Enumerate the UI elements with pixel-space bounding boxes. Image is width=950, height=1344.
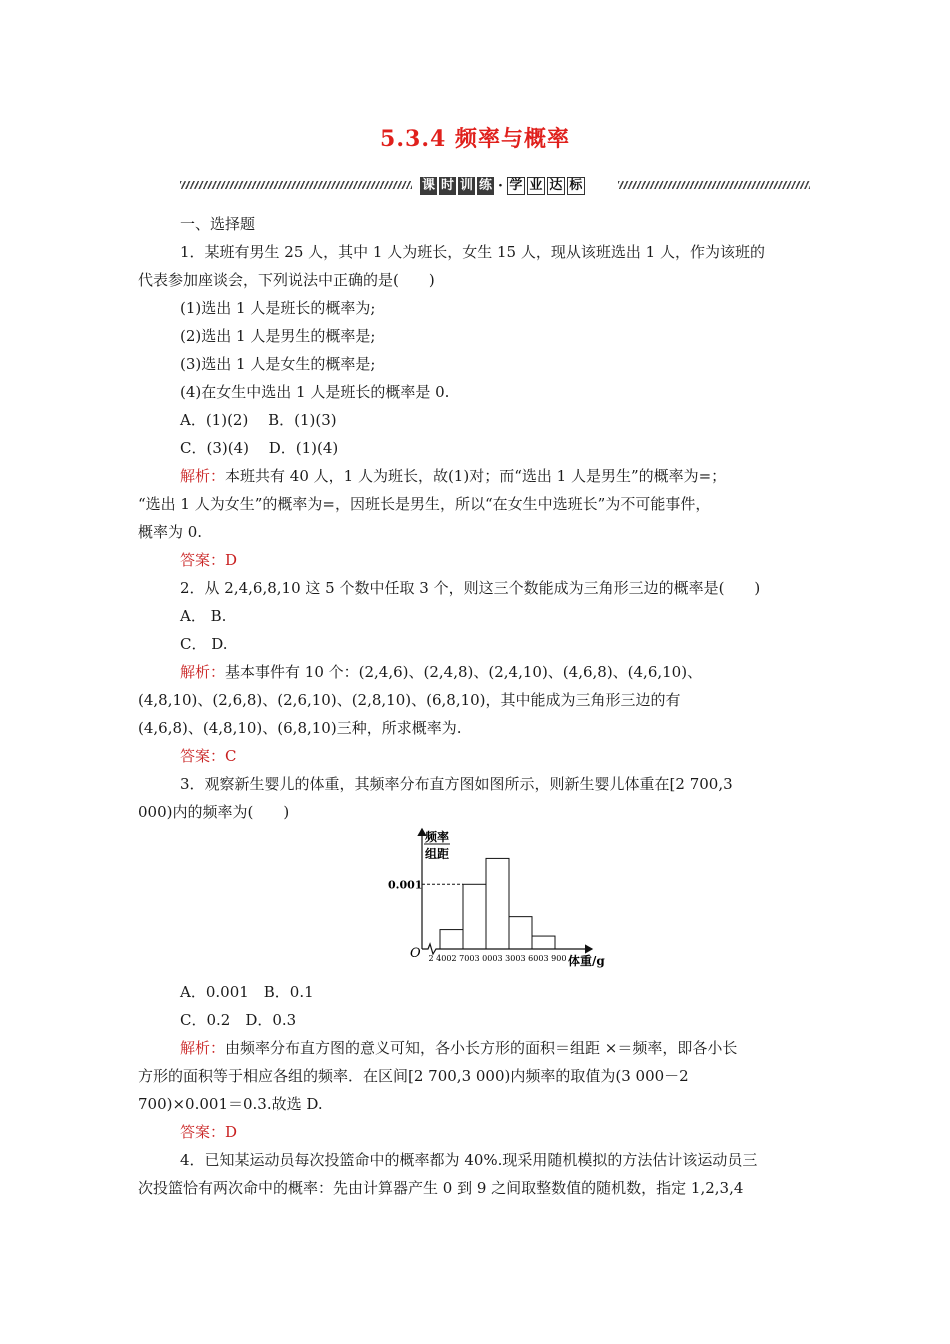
q2-options-ab: A． B. — [180, 607, 227, 625]
q1-options-cd: C．(3)(4) D．(1)(4) — [180, 439, 339, 457]
origin-label: O — [410, 946, 421, 961]
q3-answer: 答案：D — [180, 1123, 238, 1141]
ylabel-top: 频率 — [425, 830, 450, 844]
q1-answer: 答案：D — [180, 551, 238, 569]
banner-separator: · — [498, 178, 503, 194]
analysis-text: 基本事件有 10 个：(2,4,6)、(2,4,8)、(2,4,10)、(4,6,8)、(4,6,10)、 — [225, 663, 703, 681]
banner-char: 时 — [440, 178, 454, 193]
q1-analysis-line3: 概率为 0. — [138, 523, 203, 541]
q1-statement-4: (4)在女生中选出 1 人是班长的概率是 0. — [180, 383, 450, 401]
x-axis-label: 体重/g — [568, 954, 605, 968]
banner-char: 课 — [421, 178, 435, 193]
q3-analysis-line2: 方形的面积等于相应各组的频率．在区间[2 700,3 000)内频率的取值为(3 000－2 — [138, 1067, 689, 1085]
x-tick-label: 3 900 — [543, 954, 567, 963]
q2-analysis-line1 — [180, 662, 702, 682]
banner-char: 业 — [527, 177, 545, 195]
analysis-text: 本班共有 40 人，1 人为班长，故(1)对；而“选出 1 人是男生”的概率为=； — [225, 467, 727, 485]
q3-stem-line2: 000)内的频率为( ) — [138, 803, 290, 821]
x-tick-label: 3 000 — [474, 954, 498, 963]
x-tick-labels — [429, 954, 567, 963]
q2-analysis-line3: (4,6,8)、(4,8,10)、(6,8,10)三种，所求概率为. — [138, 719, 462, 737]
banner-char: 练 — [478, 178, 492, 193]
q4-stem-line1: 4．已知某运动员每次投篮命中的概率都为 40%.现采用随机模拟的方法估计该运动员三 — [180, 1151, 758, 1169]
bars-group — [440, 858, 555, 949]
analysis-text: 由频率分布直方图的意义可知，各小长方形的面积＝组距 ×＝频率，即各小长 — [225, 1039, 738, 1057]
banner-char: 达 — [547, 177, 565, 195]
analysis-label: 解析： — [180, 663, 226, 681]
q3-stem-line1: 3．观察新生婴儿的体重，其频率分布直方图如图所示，则新生婴儿体重在[2 700,3 — [180, 775, 733, 793]
q3-options-cd: C．0.2 D．0.3 — [180, 1011, 297, 1029]
q2-stem: 2．从 2,4,6,8,10 这 5 个数中任取 3 个，则这三个数能成为三角形三边的概率是( ) — [180, 579, 761, 597]
q1-statement-1: (1)选出 1 人是班长的概率为; — [180, 299, 376, 317]
histogram-bar — [440, 930, 463, 949]
analysis-label: 解析： — [180, 467, 226, 485]
banner-label — [420, 176, 585, 196]
q3-analysis-line3: 700)×0.001＝0.3.故选 D. — [138, 1095, 323, 1113]
banner-hatch-left — [180, 181, 412, 189]
ylabel-bottom: 组距 — [425, 847, 450, 861]
histogram-chart — [380, 826, 640, 974]
q1-analysis-line1 — [180, 466, 726, 486]
section-heading: 一、选择题 — [180, 215, 256, 233]
banner-char: 训 — [459, 178, 473, 193]
q2-answer: 答案：C — [180, 747, 237, 765]
histogram-bar — [463, 884, 486, 949]
y-tick-0.001: 0.001 — [388, 878, 423, 892]
x-tick-label: 2 400 — [428, 954, 452, 963]
x-tick-label: 3 300 — [497, 954, 521, 963]
analysis-label: 解析： — [180, 1039, 226, 1057]
q1-options-ab: A．(1)(2) B．(1)(3) — [180, 411, 337, 429]
q4-stem-line2: 次投篮恰有两次命中的概率：先由计算器产生 0 到 9 之间取整数值的随机数，指定 1,2,3,4 — [138, 1179, 744, 1197]
histogram-bar — [509, 917, 532, 949]
histogram-bar — [532, 936, 555, 949]
q1-statement-2: (2)选出 1 人是男生的概率是; — [180, 327, 376, 345]
q3-analysis-line1 — [180, 1038, 737, 1058]
q1-stem-line1: 1．某班有男生 25 人，其中 1 人为班长，女生 15 人，现从该班选出 1 人，作为该班的 — [180, 243, 765, 261]
banner-hatch-right — [618, 181, 810, 189]
x-tick-label: 2 700 — [451, 954, 475, 963]
q2-options-cd: C． D. — [180, 635, 228, 653]
page-title: 5.3.4 频率与概率 — [380, 126, 570, 152]
q2-analysis-line2: (4,8,10)、(2,6,8)、(2,6,10)、(2,8,10)、(6,8,10)，其中能成为三角形三边的有 — [138, 691, 681, 709]
banner-char: 标 — [567, 177, 585, 195]
q1-stem-line2: 代表参加座谈会，下列说法中正确的是( ) — [138, 271, 435, 289]
x-tick-label: 3 600 — [520, 954, 544, 963]
section-banner — [180, 176, 810, 196]
q1-statement-3: (3)选出 1 人是女生的概率是; — [180, 355, 376, 373]
histogram-bar — [486, 858, 509, 949]
banner-char: 学 — [507, 177, 525, 195]
q1-analysis-line2: “选出 1 人为女生”的概率为=，因班长是男生，所以“在女生中选班长”为不可能事件， — [138, 495, 711, 513]
q3-options-ab: A．0.001 B．0.1 — [180, 983, 314, 1001]
